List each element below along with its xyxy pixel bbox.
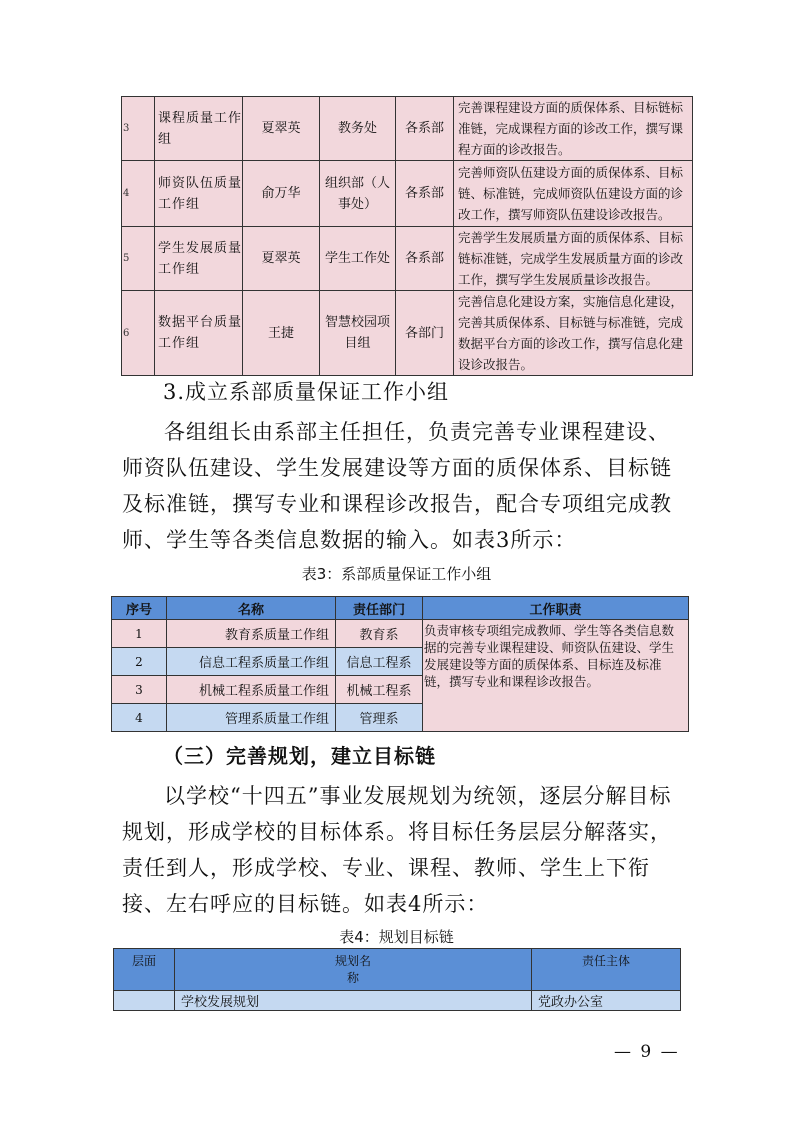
plan-name: 学校发展规划 xyxy=(175,991,532,1011)
group-leader: 俞万华 xyxy=(243,161,320,227)
header-name: 名称 xyxy=(167,597,336,620)
header-plan-name xyxy=(175,949,532,991)
responsible-dept: 智慧校园项目组 xyxy=(320,291,396,376)
responsible-dept: 教务处 xyxy=(320,97,396,161)
group-name: 数据平台质量工作组 xyxy=(155,291,243,376)
header-number: 序号 xyxy=(112,597,167,620)
table-row xyxy=(122,161,693,227)
planning-goal-table xyxy=(113,948,681,1011)
group-name: 信息工程系质量工作组 xyxy=(167,648,336,676)
duty-text: 完善师资队伍建设方面的质保体系、目标链、标准链，完成师资队伍建设方面的诊改工作，撰写师资队伍建设诊改报告。 xyxy=(454,161,693,227)
page-number: — 9 — xyxy=(614,1042,680,1062)
assist-dept: 各系部 xyxy=(396,97,454,161)
row-number: 1 xyxy=(112,620,167,648)
duty-text: 完善信息化建设方案，实施信息化建设，完善其质保体系、目标链与标准链，完成数据平台方面的诊改工作，撰写信息化建设诊改报告。 xyxy=(454,291,693,376)
group-leader: 夏翠英 xyxy=(243,227,320,291)
header-duty: 工作职责 xyxy=(423,597,689,620)
row-number: 4 xyxy=(122,161,155,227)
plan-owner: 党政办公室 xyxy=(532,991,681,1011)
table-row xyxy=(122,227,693,291)
section-heading: （三）完善规划，建立目标链 xyxy=(163,744,436,768)
group-name: 师资队伍质量工作组 xyxy=(155,161,243,227)
row-number: 5 xyxy=(122,227,155,291)
group-name: 管理系质量工作组 xyxy=(167,704,336,732)
subsection-paragraph: 各组组长由系部主任担任，负责完善专业课程建设、师资队伍建设、学生发展建设等方面的质保体系、目标链及标准链，撰写专业和课程诊改报告，配合专项组完成教师、学生等各类信息数据的输入。如表3所示： xyxy=(122,420,672,552)
duty-text: 负责审核专项组完成教师、学生等各类信息数据的完善专业课程建设、师资队伍建设、学生发展建设等方面的质保体系、目标连及标准链，撰写专业和课程诊改报告。 xyxy=(423,620,689,732)
responsible-dept: 机械工程系 xyxy=(336,676,423,704)
table4-caption: 表4：规划目标链 xyxy=(339,928,454,946)
header-owner: 责任主体 xyxy=(532,949,681,991)
duty-table-continued xyxy=(121,96,693,376)
assist-dept: 各部门 xyxy=(396,291,454,376)
duty-text: 完善学生发展质量方面的质保体系、目标链标准链，完成学生发展质量方面的诊改工作，撰写学生发展质量诊改报告。 xyxy=(454,227,693,291)
table-row xyxy=(114,991,681,1011)
group-name: 学生发展质量工作组 xyxy=(155,227,243,291)
table-row xyxy=(122,97,693,161)
header-plan-name-text: 规划名称 xyxy=(334,954,371,985)
header-level: 层面 xyxy=(114,949,175,991)
table-header-row xyxy=(114,949,681,991)
group-name: 课程质量工作组 xyxy=(155,97,243,161)
row-number: 4 xyxy=(112,704,167,732)
group-leader: 夏翠英 xyxy=(243,97,320,161)
table3-caption: 表3：系部质量保证工作小组 xyxy=(301,565,492,583)
header-dept: 责任部门 xyxy=(336,597,423,620)
section-paragraph: 以学校“十四五”事业发展规划为统领，逐层分解目标规划，形成学校的目标体系。将目标任务层层分解落实，责任到人，形成学校、专业、课程、教师、学生上下衔接、左右呼应的目标链。如表4所示： xyxy=(122,784,672,916)
duty-text: 完善课程建设方面的质保体系、目标链标准链，完成课程方面的诊改工作，撰写课程方面的诊改报告。 xyxy=(454,97,693,161)
row-number: 2 xyxy=(112,648,167,676)
assist-dept: 各系部 xyxy=(396,227,454,291)
group-leader: 王捷 xyxy=(243,291,320,376)
row-number: 6 xyxy=(122,291,155,376)
assist-dept: 各系部 xyxy=(396,161,454,227)
group-name: 机械工程系质量工作组 xyxy=(167,676,336,704)
responsible-dept: 教育系 xyxy=(336,620,423,648)
subsection-heading: 3.成立系部质量保证工作小组 xyxy=(163,380,450,404)
responsible-dept: 信息工程系 xyxy=(336,648,423,676)
group-name: 教育系质量工作组 xyxy=(167,620,336,648)
responsible-dept: 管理系 xyxy=(336,704,423,732)
responsible-dept: 组织部（人事处） xyxy=(320,161,396,227)
table-row xyxy=(112,620,689,648)
dept-quality-table xyxy=(111,596,689,732)
row-level xyxy=(114,991,175,1011)
responsible-dept: 学生工作处 xyxy=(320,227,396,291)
table-row xyxy=(122,291,693,376)
row-number: 3 xyxy=(122,97,155,161)
row-number: 3 xyxy=(112,676,167,704)
table-header-row xyxy=(112,597,689,620)
